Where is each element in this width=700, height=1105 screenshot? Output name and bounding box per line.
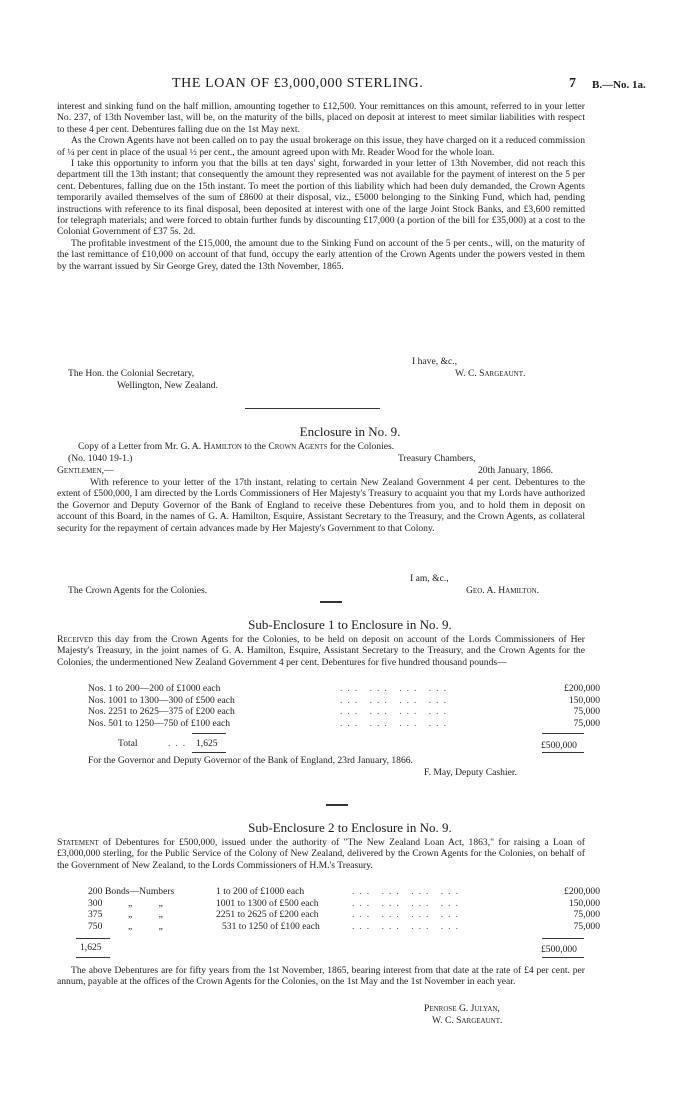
leader-dots: ... ... ... ... (352, 897, 463, 909)
row-range: 1001 to 1300 of £500 each (216, 897, 319, 909)
paragraph: interest and sinking fund on the half million, amounting together to £12,500. Your remittances on this amount, referred to in your letter No. 237, of 13th November last, will be, on the maturity of the bills, placed on deposit at interest to meet similar liabilities with respect to these 4 per cent. Debentures falling due on the 1st May next. (57, 101, 585, 135)
total-rule (76, 957, 110, 958)
subtitle-name: G. A. Hamilton (180, 441, 242, 452)
table-row (88, 694, 600, 707)
statement-footer (57, 965, 585, 988)
paragraph: As the Crown Agents have not been called on to pay the usual brokerage on this issue, they have charged on it a reduced commission of ¼ per cent in place of the usual ½ per cent., the amount agreed upon with Mr. Reader Wood for the whole loan. (57, 135, 585, 158)
row-range: 531 to 1250 of £100 each (222, 920, 320, 932)
paragraph: The above Debentures are for fifty years from the 1st November, 1865, bearing interest from that date at the rate of £4 per cent. per annum, payable at the offices of the Crown Agents for the Colonies, on the 1st May and the 1st November in each year. (57, 965, 585, 988)
subtotal-rule (76, 938, 110, 939)
debenture-table-1 (88, 683, 600, 729)
section-divider (245, 408, 380, 409)
row-count: 300 (88, 897, 103, 909)
debenture-table-2 (88, 886, 600, 932)
row-amount: 150,000 (568, 897, 600, 909)
enclosure-signatory: Geo. A. Hamilton. (466, 585, 540, 596)
leader-dots: ... ... ... ... (340, 706, 451, 718)
leader-dots: ... ... ... ... (340, 694, 451, 706)
page-number: 7 (569, 76, 576, 91)
letter-closing: I have, &c., (412, 356, 458, 367)
row-count: 375 (88, 909, 103, 921)
enclosure-addressee: The Crown Agents for the Colonies. (68, 585, 208, 596)
subtitle-text: for the Colonies. (329, 441, 395, 452)
row-amount: 75,000 (573, 717, 600, 729)
enclosure-body (57, 477, 585, 534)
leader-dots: ... ... ... ... (352, 886, 463, 897)
row-amount: £200,000 (564, 683, 600, 694)
row-label: Nos. 1 to 200—200 of £1000 each (88, 683, 221, 694)
letter-date: 20th January, 1866. (478, 465, 554, 476)
total-amount: £500,000 (541, 944, 577, 955)
row-amount: 75,000 (573, 706, 600, 718)
total-rule (542, 957, 584, 958)
sub-enclosure-2-body (57, 837, 585, 871)
row-label: Nos. 501 to 1250—750 of £100 each (88, 717, 231, 729)
sub-enclosure-2-heading: Sub-Enclosure 2 to Enclosure in No. 9. (248, 820, 452, 835)
section-divider (326, 804, 348, 806)
row-count: 200 (88, 886, 103, 897)
subtotal-rule (192, 733, 226, 734)
paragraph: I take this opportunity to inform you that the bills at ten days' sight, forwarded in your letter of 13th November, did not reach this department till the 13th instant; that consequently the amount they represented was not available for the payment of interest on the 5 per cent. Debentures, falling due on the 15th instant. To meet the portion of this liability which had been duly demanded, the Crown Agents temporarily availed themselves of the sum of £8600 at their disposal, viz., £5000 belonging to the Sinking Fund, which had, pending instructions with reference to its final disposal, been deposited at interest with one of the large Joint Stock Banks, and £3,600 remitted for telegraph materials; and were forced to obtain further funds by discounting £17,000 (a portion of the bill for £35,000) at a cost to the Colonial Government of £37 5s. 2d. (57, 158, 585, 238)
paragraph (57, 634, 585, 668)
enclosure-closing: I am, &c., (410, 573, 449, 584)
row-kind: „ „ (128, 897, 175, 909)
letter-addressee-place: Wellington, New Zealand. (117, 380, 218, 391)
section-divider (320, 601, 342, 603)
subtotal-rule (542, 938, 584, 939)
statement-signatory: Penrose G. Julyan, (424, 1003, 500, 1014)
row-kind: Bonds—Numbers (105, 886, 175, 897)
reference-number: (No. 1040 19-1.) (68, 453, 133, 464)
row-amount: 150,000 (568, 694, 600, 706)
salutation: Gentlemen,— (57, 465, 114, 476)
row-amount: 75,000 (573, 909, 600, 921)
lead-word: Statement (57, 837, 99, 848)
total-amount: £500,000 (541, 740, 577, 751)
row-label: Nos. 1001 to 1300—300 of £500 each (88, 694, 235, 706)
body-text: of Debentures for £500,000, issued under the authority of "The New Zealand Loan Act, 1863," for raising a Loan of £3,000,000 sterling, for the Public Service of the Colony of New Zealand, delivered by the Crown Agents for the Colonies, on behalf of the Government of New Zealand, to the Lords Commissioners of H.M.'s Treasury. (57, 837, 585, 871)
row-amount: 75,000 (573, 920, 600, 932)
total-rule (542, 752, 584, 753)
subtitle-text: Copy of a Letter from Mr. (78, 441, 179, 452)
leader-dots: ... (168, 738, 191, 749)
enclosure-heading: Enclosure in No. 9. (299, 424, 401, 439)
letter-place: Treasury Chambers, (398, 453, 476, 464)
table-row (88, 683, 600, 695)
table-row (88, 717, 600, 730)
row-kind: „ „ (128, 909, 175, 921)
total-count: 1,625 (196, 738, 218, 749)
table-row (88, 706, 600, 718)
subtitle-text: to the (244, 441, 266, 452)
leader-dots: ... ... ... ... (340, 683, 451, 694)
paragraph: With reference to your letter of the 17th instant, relating to certain New Zealand Government 4 per cent. Debentures to the extent of £500,000, I am directed by the Lords Commissioners of Her Majesty's Treasury to acquaint you that my Lords have authorized the Governor and Deputy Governor of the Bank of England to receive these Debentures from you, and to hold them in deposit on account of this Board, in the names of G. A. Hamilton, Esquire, Assistant Secretary to the Treasury, and the Crown Agents, as collateral security for the repayment of certain advances made by Her Majesty's Government to that Colony. (57, 477, 585, 534)
row-label: Nos. 2251 to 2625—375 of £200 each (88, 706, 235, 718)
row-kind: „ „ (128, 920, 175, 932)
statement-signatory: W. C. Sargeaunt. (432, 1015, 503, 1026)
table-row (88, 920, 600, 933)
subtotal-rule (542, 733, 584, 734)
total-label: Total (118, 738, 138, 749)
paragraph (57, 837, 585, 871)
letter-addressee: The Hon. the Colonial Secretary, (68, 368, 195, 379)
row-count: 750 (88, 920, 103, 932)
total-rule (192, 752, 226, 753)
table-row (88, 897, 600, 910)
paragraph: The profitable investment of the £15,000, the amount due to the Sinking Fund on account of the 5 per cents., will, on the maturity of the last remittance of £10,000 on account of that fund, occupy the early attention of the Crown Agents under the powers vested in them by the warrant issued by Sir George Grey, dated the 13th November, 1865. (57, 237, 585, 272)
leader-dots: ... ... ... ... (340, 717, 451, 729)
total-count: 1,625 (80, 942, 102, 953)
document-reference: B.—No. 1a. (592, 79, 646, 91)
lead-word: Received (57, 634, 94, 645)
table-row (88, 909, 600, 921)
table-row (88, 886, 600, 898)
enclosure-subtitle (78, 441, 394, 452)
leader-dots: ... ... ... ... (352, 920, 463, 932)
row-amount: £200,000 (564, 886, 600, 897)
letter-signatory: W. C. Sargeaunt. (455, 368, 526, 379)
receipt-footer: For the Governor and Deputy Governor of the Bank of England, 23rd January, 1866. (88, 755, 413, 766)
page-title: THE LOAN OF £3,000,000 STERLING. (172, 76, 424, 91)
row-range: 1 to 200 of £1000 each (216, 886, 305, 897)
receipt-signatory: F. May, Deputy Cashier. (424, 767, 517, 778)
running-header (0, 0, 700, 100)
leader-dots: ... ... ... ... (352, 909, 463, 921)
sub-enclosure-1-heading: Sub-Enclosure 1 to Enclosure in No. 9. (248, 617, 452, 632)
subtitle-org: Crown Agents (268, 441, 328, 452)
letter-body (57, 101, 585, 272)
row-range: 2251 to 2625 of £200 each (216, 909, 319, 921)
sub-enclosure-1-body (57, 634, 585, 668)
body-text: this day from the Crown Agents for the Colonies, to be held on deposit on account of the Lords Commissioners of Her Majesty's Treasury, in the joint names of G. A. Hamilton, Esquire, Assistant Secretary to the Treasury, and the Crown Agents for the Colonies, the undermentioned New Zealand Government 4 per cent. Debentures for five hundred thousand pounds— (57, 634, 585, 668)
